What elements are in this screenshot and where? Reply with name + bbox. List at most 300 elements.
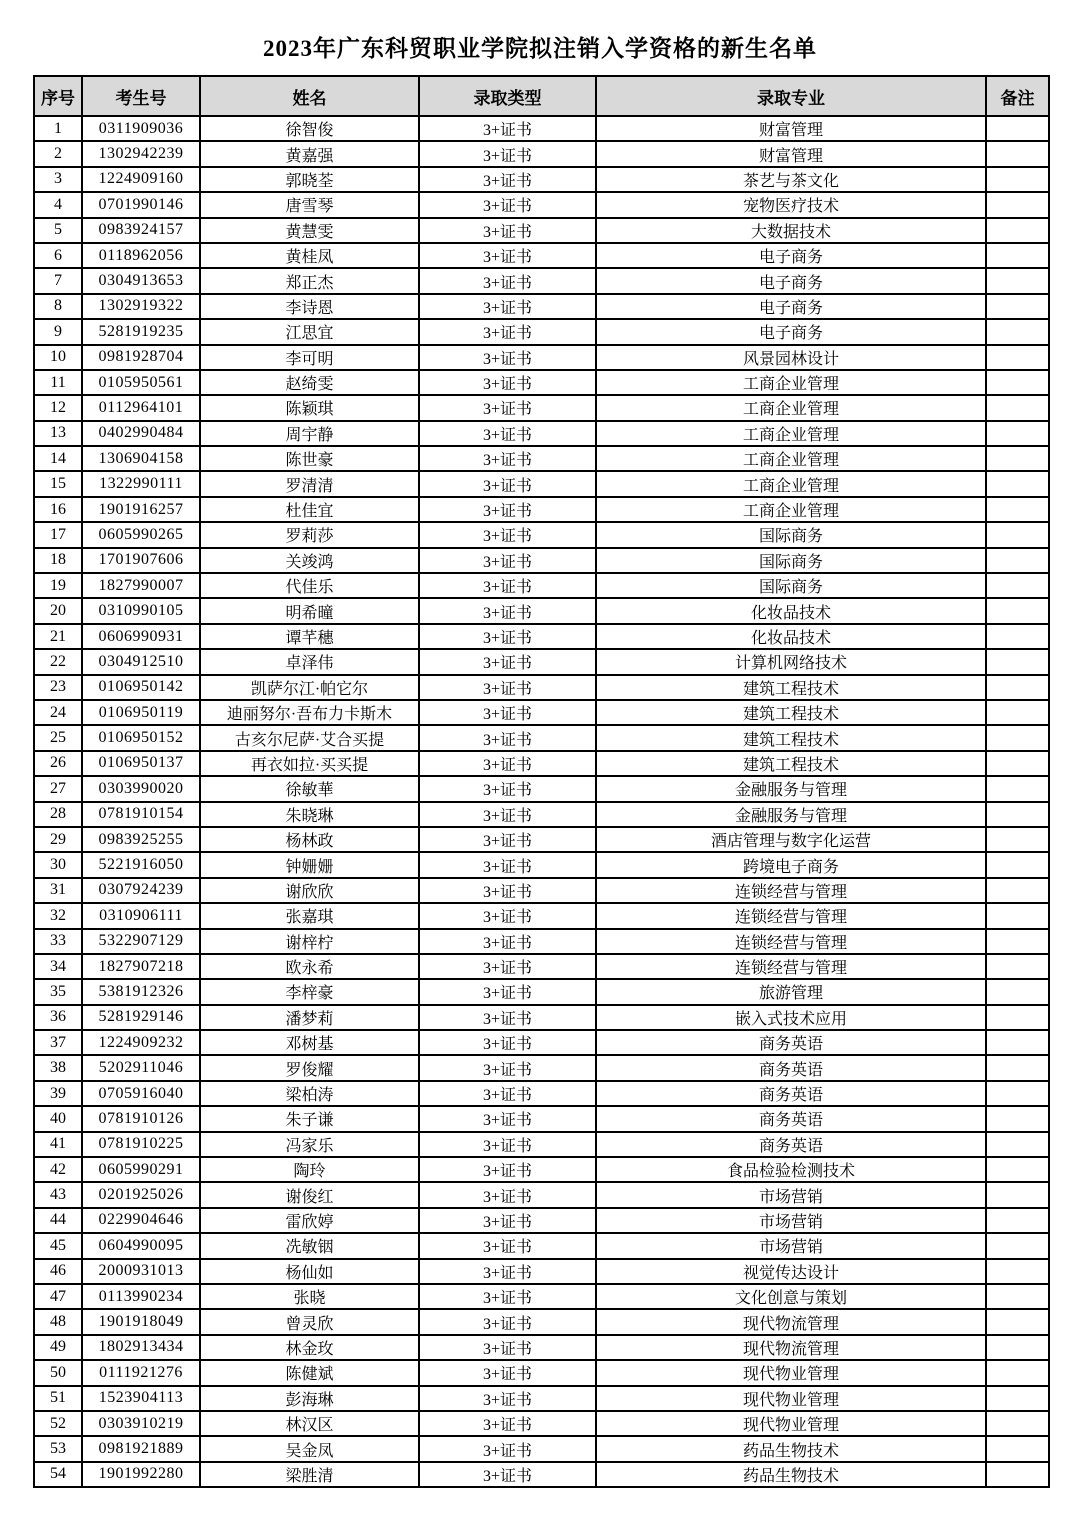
cell-admission-major: 药品生物技术 [596,1436,986,1461]
cell-name: 迪丽努尔·吾布力卡斯木 [200,700,419,725]
cell-admission-major: 现代物业管理 [596,1360,986,1385]
cell-candidate-number: 0303990020 [82,776,200,801]
cell-remarks [986,624,1049,649]
cell-serial-number: 14 [34,446,82,471]
cell-admission-type: 3+证书 [419,446,596,471]
table-row [34,776,1049,801]
table-row [34,1436,1049,1461]
cell-remarks [986,395,1049,420]
cell-admission-major: 现代物业管理 [596,1411,986,1436]
cell-candidate-number: 0304913653 [82,268,200,293]
table-row [34,1208,1049,1233]
table-row [34,903,1049,928]
cell-serial-number: 25 [34,725,82,750]
table-row [34,1132,1049,1157]
cell-serial-number: 2 [34,141,82,166]
cell-serial-number: 37 [34,1030,82,1055]
cell-serial-number: 38 [34,1055,82,1080]
table-row [34,446,1049,471]
cell-remarks [986,649,1049,674]
cell-remarks [986,370,1049,395]
cell-candidate-number: 0113990234 [82,1284,200,1309]
cell-serial-number: 27 [34,776,82,801]
cell-admission-major: 食品检验检测技术 [596,1157,986,1182]
cell-name: 吴金凤 [200,1436,419,1461]
cell-serial-number: 45 [34,1233,82,1258]
cell-remarks [986,776,1049,801]
cell-remarks [986,268,1049,293]
cell-name: 凯萨尔江·帕它尔 [200,675,419,700]
cell-remarks [986,1309,1049,1334]
cell-name: 谢梓柠 [200,929,419,954]
cell-admission-type: 3+证书 [419,1030,596,1055]
table-row [34,218,1049,243]
cell-name: 梁胜清 [200,1462,419,1487]
cell-candidate-number: 0705916040 [82,1081,200,1106]
cell-name: 邓树基 [200,1030,419,1055]
cell-remarks [986,294,1049,319]
table-row [34,1055,1049,1080]
cell-candidate-number: 0604990095 [82,1233,200,1258]
cell-remarks [986,751,1049,776]
cell-remarks [986,218,1049,243]
table-row [34,1462,1049,1487]
cell-admission-type: 3+证书 [419,1436,596,1461]
cell-serial-number: 35 [34,979,82,1004]
cell-candidate-number: 1827990007 [82,573,200,598]
cell-name: 谭芊穗 [200,624,419,649]
cell-admission-major: 电子商务 [596,268,986,293]
cell-remarks [986,1208,1049,1233]
cell-admission-major: 商务英语 [596,1106,986,1131]
table-row [34,1233,1049,1258]
cell-admission-type: 3+证书 [419,827,596,852]
table-row [34,929,1049,954]
cell-name: 冼敏铟 [200,1233,419,1258]
cell-candidate-number: 0781910225 [82,1132,200,1157]
cell-admission-type: 3+证书 [419,167,596,192]
cell-candidate-number: 0106950119 [82,700,200,725]
cell-candidate-number: 1302942239 [82,141,200,166]
cell-name: 杜佳宜 [200,497,419,522]
cell-name: 明希曈 [200,598,419,623]
cell-name: 徐智俊 [200,116,419,141]
cell-name: 冯家乐 [200,1132,419,1157]
cell-serial-number: 8 [34,294,82,319]
cell-remarks [986,700,1049,725]
table-row [34,725,1049,750]
cell-serial-number: 12 [34,395,82,420]
cell-remarks [986,852,1049,877]
cell-candidate-number: 2000931013 [82,1259,200,1284]
cell-candidate-number: 0201925026 [82,1182,200,1207]
cell-remarks [986,598,1049,623]
table-row [34,979,1049,1004]
cell-name: 黄慧雯 [200,218,419,243]
cell-candidate-number: 1322990111 [82,471,200,496]
cell-admission-type: 3+证书 [419,878,596,903]
cell-candidate-number: 0983924157 [82,218,200,243]
cell-remarks [986,573,1049,598]
cell-name: 杨林政 [200,827,419,852]
cell-serial-number: 10 [34,345,82,370]
cell-admission-type: 3+证书 [419,1259,596,1284]
cell-admission-major: 药品生物技术 [596,1462,986,1487]
cell-remarks [986,1081,1049,1106]
cell-name: 郑正杰 [200,268,419,293]
cell-name: 江思宜 [200,319,419,344]
cell-admission-major: 化妆品技术 [596,598,986,623]
cell-remarks [986,1233,1049,1258]
cell-admission-major: 工商企业管理 [596,497,986,522]
cell-name: 关竣鸿 [200,548,419,573]
cell-remarks [986,1360,1049,1385]
cell-serial-number: 34 [34,954,82,979]
cell-admission-major: 风景园林设计 [596,345,986,370]
cell-remarks [986,827,1049,852]
cell-remarks [986,1284,1049,1309]
cell-admission-type: 3+证书 [419,1055,596,1080]
cell-serial-number: 20 [34,598,82,623]
cell-serial-number: 15 [34,471,82,496]
cell-name: 赵绮雯 [200,370,419,395]
cell-admission-type: 3+证书 [419,218,596,243]
cell-admission-type: 3+证书 [419,1284,596,1309]
table-row [34,827,1049,852]
cell-admission-major: 财富管理 [596,116,986,141]
cell-candidate-number: 1901918049 [82,1309,200,1334]
table-row [34,243,1049,268]
cell-admission-type: 3+证书 [419,1106,596,1131]
cell-remarks [986,979,1049,1004]
cell-admission-major: 商务英语 [596,1132,986,1157]
cell-admission-type: 3+证书 [419,1182,596,1207]
cell-candidate-number: 1224909232 [82,1030,200,1055]
cell-admission-major: 大数据技术 [596,218,986,243]
cell-remarks [986,116,1049,141]
cell-admission-type: 3+证书 [419,471,596,496]
cell-name: 古亥尔尼萨·艾合买提 [200,725,419,750]
cell-admission-major: 连锁经营与管理 [596,903,986,928]
cell-serial-number: 16 [34,497,82,522]
table-row [34,852,1049,877]
table-row [34,624,1049,649]
cell-candidate-number: 0701990146 [82,192,200,217]
cell-candidate-number: 1901992280 [82,1462,200,1487]
cell-admission-major: 建筑工程技术 [596,700,986,725]
cell-name: 再衣如拉·买买提 [200,751,419,776]
cell-candidate-number: 5221916050 [82,852,200,877]
cell-candidate-number: 0981921889 [82,1436,200,1461]
cell-candidate-number: 0111921276 [82,1360,200,1385]
cell-remarks [986,1182,1049,1207]
cell-name: 曾灵欣 [200,1309,419,1334]
page-title: 2023年广东科贸职业学院拟注销入学资格的新生名单 [263,36,817,61]
table-row [34,1284,1049,1309]
cell-admission-major: 旅游管理 [596,979,986,1004]
cell-admission-major: 现代物流管理 [596,1335,986,1360]
table-row [34,573,1049,598]
cell-name: 朱晓琳 [200,802,419,827]
cell-admission-major: 现代物业管理 [596,1386,986,1411]
cell-candidate-number: 0781910154 [82,802,200,827]
cell-serial-number: 22 [34,649,82,674]
cell-candidate-number: 1224909160 [82,167,200,192]
cell-remarks [986,929,1049,954]
cell-serial-number: 41 [34,1132,82,1157]
cell-serial-number: 46 [34,1259,82,1284]
cell-admission-type: 3+证书 [419,1309,596,1334]
cell-remarks [986,675,1049,700]
table-row [34,1106,1049,1131]
cell-admission-type: 3+证书 [419,548,596,573]
cell-serial-number: 47 [34,1284,82,1309]
cell-candidate-number: 5202911046 [82,1055,200,1080]
cell-admission-major: 计算机网络技术 [596,649,986,674]
cell-admission-major: 金融服务与管理 [596,802,986,827]
cell-admission-type: 3+证书 [419,421,596,446]
cell-remarks [986,345,1049,370]
cell-remarks [986,802,1049,827]
cell-admission-major: 建筑工程技术 [596,675,986,700]
cell-serial-number: 33 [34,929,82,954]
cell-candidate-number: 5322907129 [82,929,200,954]
table-row [34,1157,1049,1182]
header-name: 姓名 [200,76,419,116]
table-row [34,395,1049,420]
cell-admission-major: 市场营销 [596,1182,986,1207]
cell-name: 雷欣婷 [200,1208,419,1233]
cell-serial-number: 5 [34,218,82,243]
table-row [34,878,1049,903]
cell-admission-type: 3+证书 [419,675,596,700]
header-candidate-number: 考生号 [82,76,200,116]
cell-name: 黄桂凤 [200,243,419,268]
cell-name: 代佳乐 [200,573,419,598]
cell-serial-number: 4 [34,192,82,217]
cell-serial-number: 42 [34,1157,82,1182]
cell-admission-type: 3+证书 [419,268,596,293]
cell-admission-type: 3+证书 [419,1411,596,1436]
table-row [34,192,1049,217]
header-serial-number: 序号 [34,76,82,116]
table-row [34,1005,1049,1030]
cell-candidate-number: 5281929146 [82,1005,200,1030]
cell-serial-number: 1 [34,116,82,141]
cell-admission-major: 商务英语 [596,1030,986,1055]
cell-admission-type: 3+证书 [419,1360,596,1385]
cell-serial-number: 3 [34,167,82,192]
cell-candidate-number: 0310990105 [82,598,200,623]
cell-admission-type: 3+证书 [419,395,596,420]
cell-candidate-number: 0983925255 [82,827,200,852]
cell-admission-major: 电子商务 [596,294,986,319]
table-row [34,1081,1049,1106]
cell-candidate-number: 1302919322 [82,294,200,319]
cell-remarks [986,725,1049,750]
cell-serial-number: 23 [34,675,82,700]
cell-remarks [986,141,1049,166]
cell-candidate-number: 0605990291 [82,1157,200,1182]
cell-name: 林金玫 [200,1335,419,1360]
cell-admission-major: 嵌入式技术应用 [596,1005,986,1030]
cell-serial-number: 26 [34,751,82,776]
cell-candidate-number: 0106950142 [82,675,200,700]
cell-remarks [986,878,1049,903]
table-row [34,598,1049,623]
cell-admission-major: 工商企业管理 [596,395,986,420]
cell-remarks [986,903,1049,928]
cell-candidate-number: 1827907218 [82,954,200,979]
cell-name: 杨仙如 [200,1259,419,1284]
cell-remarks [986,1386,1049,1411]
cell-admission-major: 工商企业管理 [596,446,986,471]
cell-serial-number: 30 [34,852,82,877]
cell-serial-number: 24 [34,700,82,725]
cell-name: 潘梦莉 [200,1005,419,1030]
cell-serial-number: 43 [34,1182,82,1207]
cell-name: 李诗恩 [200,294,419,319]
cell-name: 谢俊红 [200,1182,419,1207]
table-row [34,1182,1049,1207]
cell-admission-type: 3+证书 [419,573,596,598]
table-row [34,751,1049,776]
cell-admission-type: 3+证书 [419,141,596,166]
cell-remarks [986,522,1049,547]
cell-serial-number: 52 [34,1411,82,1436]
cell-serial-number: 28 [34,802,82,827]
cell-remarks [986,446,1049,471]
cell-admission-major: 连锁经营与管理 [596,929,986,954]
cell-admission-type: 3+证书 [419,243,596,268]
cell-serial-number: 44 [34,1208,82,1233]
cell-admission-type: 3+证书 [419,903,596,928]
cell-admission-type: 3+证书 [419,345,596,370]
cell-name: 彭海琳 [200,1386,419,1411]
cell-candidate-number: 0229904646 [82,1208,200,1233]
cell-name: 陈颖琪 [200,395,419,420]
cell-name: 郭晓荃 [200,167,419,192]
cell-candidate-number: 1802913434 [82,1335,200,1360]
cell-remarks [986,1411,1049,1436]
cell-remarks [986,1157,1049,1182]
header-admission-type: 录取类型 [419,76,596,116]
cell-name: 陶玲 [200,1157,419,1182]
table-row [34,1411,1049,1436]
cell-remarks [986,319,1049,344]
cell-remarks [986,1055,1049,1080]
cell-admission-major: 电子商务 [596,243,986,268]
cell-name: 罗清清 [200,471,419,496]
cell-remarks [986,497,1049,522]
cell-candidate-number: 0118962056 [82,243,200,268]
cell-remarks [986,192,1049,217]
cell-admission-major: 视觉传达设计 [596,1259,986,1284]
cell-admission-type: 3+证书 [419,370,596,395]
cell-remarks [986,1436,1049,1461]
cell-admission-type: 3+证书 [419,852,596,877]
cell-admission-major: 工商企业管理 [596,370,986,395]
cell-candidate-number: 0605990265 [82,522,200,547]
cell-admission-type: 3+证书 [419,1081,596,1106]
cell-admission-major: 跨境电子商务 [596,852,986,877]
cell-remarks [986,421,1049,446]
table-row [34,1030,1049,1055]
cell-admission-type: 3+证书 [419,776,596,801]
cell-candidate-number: 0304912510 [82,649,200,674]
cell-serial-number: 29 [34,827,82,852]
cell-candidate-number: 0781910126 [82,1106,200,1131]
cell-admission-type: 3+证书 [419,192,596,217]
cell-admission-major: 市场营销 [596,1208,986,1233]
cell-name: 黄嘉强 [200,141,419,166]
header-remarks: 备注 [986,76,1049,116]
cell-candidate-number: 0606990931 [82,624,200,649]
table-row [34,268,1049,293]
cell-admission-major: 国际商务 [596,548,986,573]
cell-candidate-number: 0112964101 [82,395,200,420]
cell-admission-type: 3+证书 [419,1208,596,1233]
cell-admission-type: 3+证书 [419,598,596,623]
cell-serial-number: 50 [34,1360,82,1385]
cell-admission-major: 茶艺与茶文化 [596,167,986,192]
cell-remarks [986,1335,1049,1360]
table-row [34,1259,1049,1284]
cell-remarks [986,1030,1049,1055]
cell-remarks [986,1106,1049,1131]
cell-admission-major: 酒店管理与数字化运营 [596,827,986,852]
cell-name: 张晓 [200,1284,419,1309]
cell-admission-type: 3+证书 [419,294,596,319]
cell-serial-number: 11 [34,370,82,395]
cell-serial-number: 18 [34,548,82,573]
cell-candidate-number: 1523904113 [82,1386,200,1411]
cell-admission-type: 3+证书 [419,497,596,522]
cell-name: 卓泽伟 [200,649,419,674]
cell-admission-type: 3+证书 [419,522,596,547]
cell-remarks [986,954,1049,979]
cell-serial-number: 9 [34,319,82,344]
table-row [34,421,1049,446]
cell-name: 周宇静 [200,421,419,446]
student-roster-table [33,75,1050,1488]
cell-admission-major: 金融服务与管理 [596,776,986,801]
cell-admission-major: 现代物流管理 [596,1309,986,1334]
cell-admission-major: 连锁经营与管理 [596,878,986,903]
cell-admission-major: 商务英语 [596,1081,986,1106]
cell-admission-major: 建筑工程技术 [596,725,986,750]
cell-admission-major: 市场营销 [596,1233,986,1258]
table-row [34,345,1049,370]
cell-remarks [986,471,1049,496]
cell-remarks [986,243,1049,268]
cell-admission-type: 3+证书 [419,725,596,750]
header-admission-major: 录取专业 [596,76,986,116]
cell-candidate-number: 0310906111 [82,903,200,928]
cell-admission-type: 3+证书 [419,1132,596,1157]
cell-candidate-number: 5381912326 [82,979,200,1004]
table-row [34,167,1049,192]
cell-name: 朱子谦 [200,1106,419,1131]
cell-name: 罗俊耀 [200,1055,419,1080]
table-row [34,1335,1049,1360]
cell-admission-major: 财富管理 [596,141,986,166]
cell-name: 唐雪琴 [200,192,419,217]
table-row [34,1309,1049,1334]
cell-candidate-number: 5281919235 [82,319,200,344]
cell-name: 陈健斌 [200,1360,419,1385]
cell-candidate-number: 0105950561 [82,370,200,395]
